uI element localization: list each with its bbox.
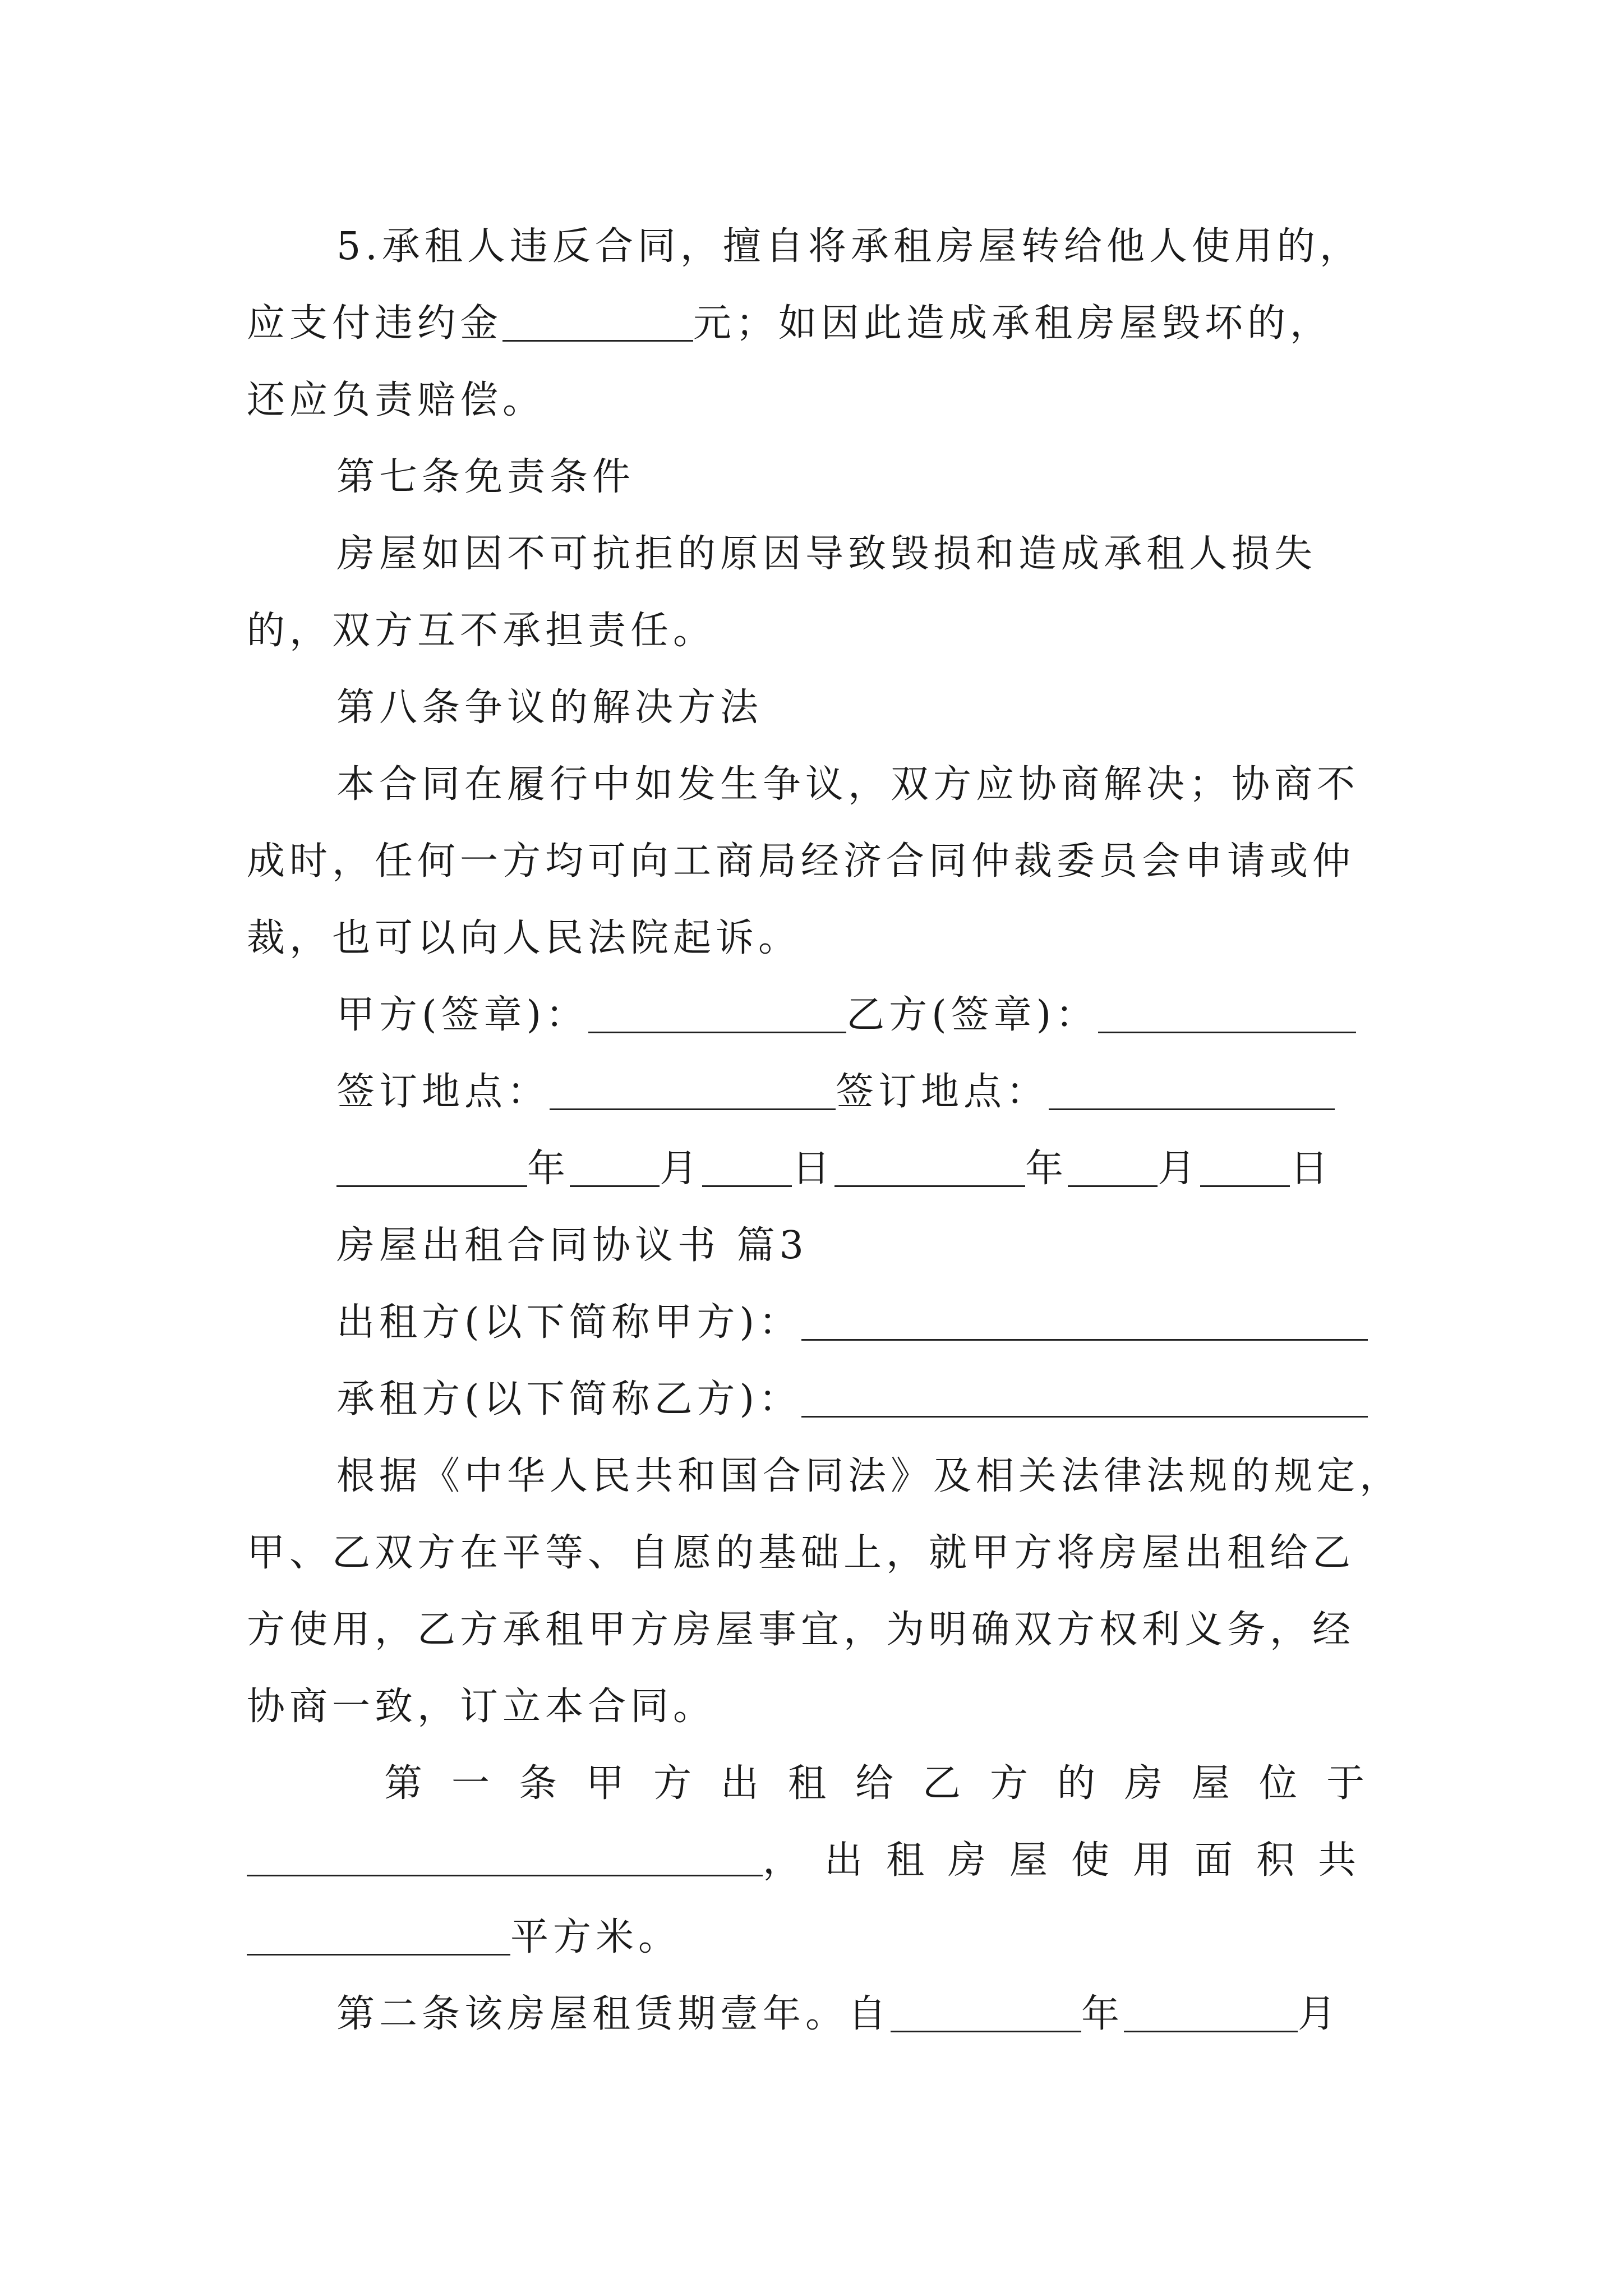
text-line	[247, 597, 1380, 665]
text-line	[336, 751, 1380, 818]
signing-place-blank-a	[550, 1074, 836, 1110]
blank-field	[502, 305, 693, 342]
section-heading	[336, 674, 1380, 742]
paragraph-text: 房屋如因不可抗拒的原因导致毁损和造成承租人损失	[336, 532, 1317, 576]
paragraph-text: 的，双方互不承担责任。	[247, 609, 716, 653]
signing-place-label-b: 签订地点：	[836, 1070, 1049, 1114]
section-heading	[336, 444, 1380, 511]
paragraph-text: 还应负责赔偿。	[247, 378, 546, 422]
paragraph-text: 元；如因此造成承租房屋毁坏的，	[693, 301, 1333, 346]
heading-text: 第八条争议的解决方法	[336, 685, 763, 730]
signing-date-line	[336, 1135, 1380, 1203]
start-month-blank	[1124, 1996, 1298, 2032]
signing-place-line	[336, 1059, 1380, 1126]
text-line	[247, 1673, 1380, 1741]
paragraph-text: 裁，也可以向人民法院起诉。	[247, 916, 801, 960]
signature-line	[336, 982, 1380, 1049]
text-line	[247, 905, 1380, 972]
text-line	[247, 1904, 1380, 1971]
day-label: 日	[792, 1147, 835, 1191]
month-label: 月	[1158, 1147, 1201, 1191]
lessee-label: 承租方(以下简称乙方)：	[336, 1377, 802, 1421]
lessor-blank	[801, 1304, 1368, 1341]
start-year-blank	[891, 1996, 1081, 2032]
party-b-signature-label: 乙方(签章)：	[846, 993, 1099, 1037]
signing-place-blank-b	[1049, 1074, 1335, 1110]
party-b-signature-blank	[1098, 997, 1356, 1033]
document-title	[336, 1212, 1380, 1280]
lease-term-line	[336, 1981, 1380, 2048]
text-line	[247, 1596, 1380, 1664]
party-a-signature-label: 甲方(签章)：	[336, 993, 589, 1037]
year-label: 年	[527, 1147, 570, 1191]
year-label: 年	[1025, 1147, 1068, 1191]
month-label: 月	[660, 1147, 703, 1191]
area-blank	[247, 1919, 510, 1955]
month-blank	[1068, 1151, 1158, 1187]
text-line	[247, 367, 1380, 434]
paragraph-text: 协商一致，订立本合同。	[247, 1685, 716, 1729]
text-line	[247, 828, 1380, 895]
year-blank	[336, 1151, 527, 1187]
text-line	[336, 521, 1380, 588]
day-blank	[1200, 1151, 1290, 1187]
year-label: 年	[1081, 1992, 1124, 2036]
day-blank	[702, 1151, 792, 1187]
paragraph-text: 方使用，乙方承租甲方房屋事宜，为明确双方权利义务，经	[247, 1608, 1355, 1652]
lessor-label: 出租方(以下简称甲方)：	[336, 1300, 802, 1345]
title-text: 房屋出租合同协议书 篇3	[336, 1223, 808, 1268]
text-line	[247, 1520, 1380, 1587]
text-line	[336, 1443, 1403, 1510]
lessee-line	[336, 1366, 1380, 1433]
paragraph-text: 应支付违约金	[247, 301, 503, 346]
heading-text: 第七条免责条件	[336, 455, 635, 499]
day-label: 日	[1290, 1147, 1333, 1191]
text-line	[247, 290, 1380, 357]
paragraph-text: 根据《中华人民共和国合同法》及相关法律法规的规定，	[336, 1454, 1403, 1498]
party-a-signature-blank	[588, 997, 846, 1033]
paragraph-text: 第二条该房屋租赁期壹年。自	[336, 1992, 891, 2036]
month-blank	[570, 1151, 660, 1187]
signing-place-label-a: 签订地点：	[336, 1070, 550, 1114]
paragraph-text: 本合同在履行中如发生争议，双方应协商解决；协商不	[336, 762, 1360, 807]
paragraph-text: 第一条甲方出租给乙方的房屋位于	[384, 1761, 1394, 1806]
paragraph-text: 甲、乙双方在平等、自愿的基础上，就甲方将房屋出租给乙	[247, 1531, 1355, 1575]
area-line	[247, 1827, 1380, 1894]
paragraph-text: 5.承租人违反合同，擅自将承租房屋转给他人使用的，	[336, 224, 1362, 269]
month-label: 月	[1298, 1992, 1341, 2036]
lessee-blank	[801, 1381, 1368, 1418]
paragraph-text: 平方米。	[510, 1915, 681, 1959]
article-one-line	[384, 1750, 1394, 1818]
paragraph-text: ，出租房屋使用面积共	[762, 1838, 1380, 1883]
address-blank	[247, 1840, 763, 1876]
paragraph-text: 成时，任何一方均可向工商局经济合同仲裁委员会申请或仲	[247, 839, 1355, 884]
year-blank	[834, 1151, 1025, 1187]
text-line	[336, 213, 1380, 280]
lessor-line	[336, 1289, 1380, 1356]
